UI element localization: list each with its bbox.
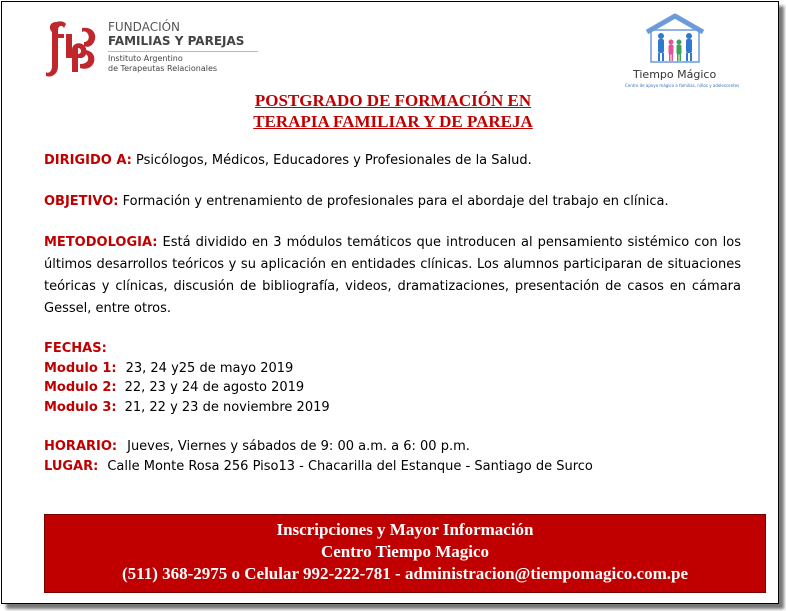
objetivo-row [44, 191, 669, 212]
metodologia-label: METODOLOGIA: [44, 235, 158, 250]
dirigido-row [44, 150, 532, 171]
module-1-date: 23, 24 y25 de mayo 2019 [125, 361, 294, 376]
logo-line-terapeutas: de Terapeutas Relacionales [108, 63, 218, 73]
logo-line-familias: FAMILIAS Y PAREJAS [108, 34, 245, 48]
banner-line-1: Inscripciones y Mayor Información [276, 520, 534, 539]
dirigido-label: DIRIGIDO A: [44, 153, 132, 168]
module-2-date: 22, 23 y 24 de agosto 2019 [124, 380, 305, 395]
logo-line-fundacion: FUNDACIÓN [108, 20, 181, 34]
fechas-label: FECHAS: [44, 341, 107, 356]
house-family-icon [625, 12, 725, 68]
horario-label: HORARIO: [44, 439, 118, 454]
tiempo-magico-logo [625, 12, 740, 92]
fundacion-logo [44, 16, 284, 78]
module-3-date: 21, 22 y 23 de noviembre 2019 [124, 400, 330, 415]
metodologia-paragraph [44, 232, 741, 320]
module-row-2 [44, 377, 304, 398]
horario-text: Jueves, Viernes y sábados de 9: 00 a.m. a 6: 00 p.m. [127, 439, 470, 454]
title-line-2: TERAPIA FAMILIAR Y DE PAREJA [253, 112, 533, 131]
contact-banner [44, 514, 766, 593]
module-2-label: Modulo 2: [44, 380, 117, 395]
dirigido-text: Psicólogos, Médicos, Educadores y Profesionales de la Salud. [131, 153, 532, 168]
lugar-row [44, 456, 593, 477]
fhp-logo-icon [44, 16, 100, 78]
horario-row [44, 436, 470, 457]
objetivo-text: Formación y entrenamiento de profesionales para el abordaje del trabajo en clínica. [118, 194, 669, 209]
tiempo-magico-tagline: Centro de apoyo mágico a familias, niños y adolescentes [625, 83, 740, 88]
module-1-label: Modulo 1: [44, 361, 117, 376]
tiempo-magico-name: Tiempo Mágico [633, 68, 717, 81]
module-row-1 [44, 358, 293, 379]
lugar-text: Calle Monte Rosa 256 Piso13 - Chacarilla del Estanque - Santiago de Surco [107, 459, 593, 474]
logo-line-instituto: Instituto Argentino [108, 54, 183, 63]
lugar-label: LUGAR: [44, 459, 99, 474]
banner-line-2: Centro Tiempo Magico [320, 542, 490, 561]
title-line-1: POSTGRADO DE FORMACIÓN EN [254, 91, 532, 110]
module-row-3 [44, 397, 330, 418]
banner-line-3: (511) 368-2975 o Celular 992-222-781 - administracion@tiempomagico.com.pe [121, 564, 689, 583]
objetivo-label: OBJETIVO: [44, 194, 119, 209]
module-3-label: Modulo 3: [44, 400, 117, 415]
metodologia-text: Está dividido en 3 módulos temáticos que introducen al pensamiento sistémico con los últimos desarrollos teóricos y su aplicación en entidades clínicas. Los alumnos participaran de situaciones teóricas y clínicas, discusión de bibliografía, videos, dramatizaciones, presentación de casos en cámara Gessel, entre otros. [44, 235, 741, 316]
